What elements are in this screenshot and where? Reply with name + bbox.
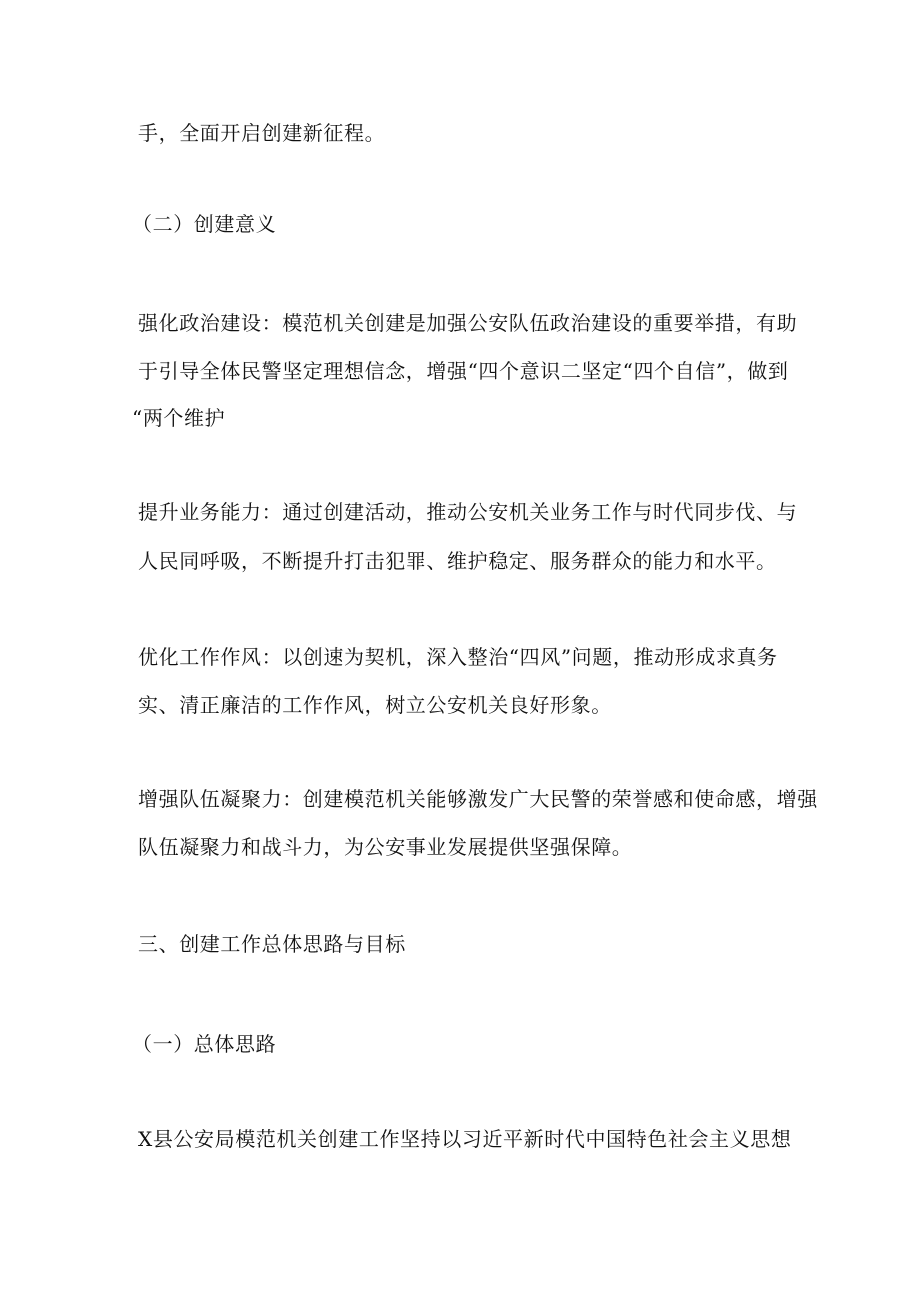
paragraph-line: 于引导全体民警坚定理想信念，增强“四个意识二坚定“四个自信”，做到 <box>138 359 789 383</box>
subsection-heading: （一）总体思路 <box>132 1032 277 1056</box>
paragraph-line: 手，全面开启创建新征程。 <box>138 121 386 145</box>
paragraph-line: 实、清正廉洁的工作作风，树立公安机关良好形象。 <box>138 693 612 717</box>
paragraph-line: 队伍凝聚力和战斗力，为公安事业发展提供坚强保障。 <box>138 835 633 859</box>
paragraph-line: 强化政治建设：模范机关创建是加强公安队伍政治建设的重要举措，有助 <box>138 311 798 335</box>
paragraph-line: 提升业务能力：通过创建活动，推动公安机关业务工作与时代同步伐、与 <box>138 500 798 524</box>
paragraph-line: 人民同呼吸，不断提升打击犯罪、维护稳定、服务群众的能力和水平。 <box>138 549 777 573</box>
paragraph-line: X县公安局模范机关创建工作坚持以习近平新时代中国特色社会主义思想 <box>138 1127 792 1151</box>
paragraph-line: 优化工作作风：以创速为契机，深入整治“四风”问题，推动形成求真务 <box>138 645 778 669</box>
section-heading: （二）创建意义 <box>132 212 277 236</box>
section-heading: 三、创建工作总体思路与目标 <box>138 932 406 956</box>
paragraph-line: “两个维护 <box>132 406 226 430</box>
paragraph-line: 增强队伍凝聚力：创建模范机关能够激发广大民警的荣誉感和使命感，增强 <box>138 787 818 811</box>
